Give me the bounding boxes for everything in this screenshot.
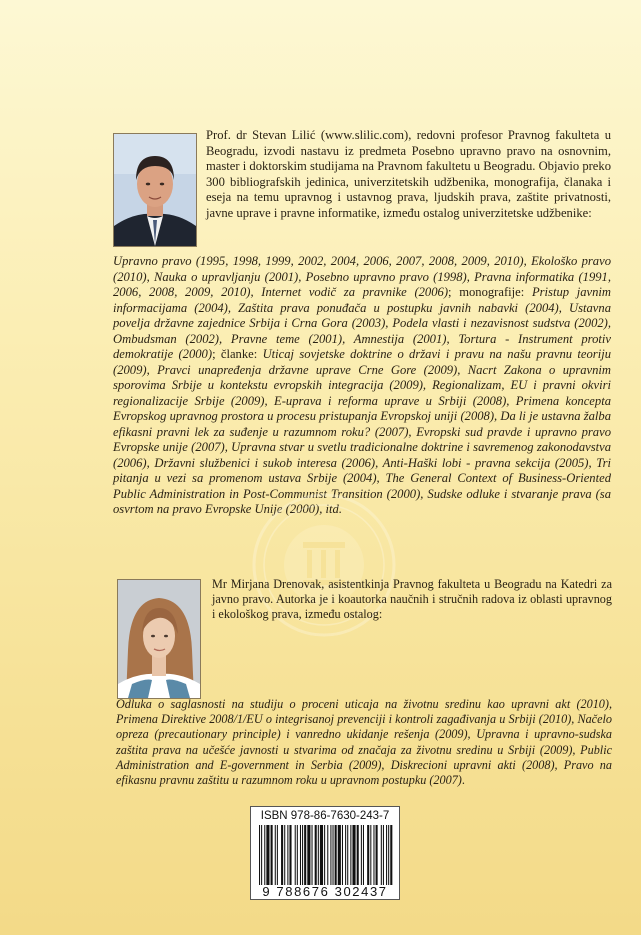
barcode-bar (271, 825, 273, 885)
barcode-bar (307, 825, 310, 885)
author1-photo (113, 133, 197, 247)
barcode-bar (367, 825, 369, 885)
author2-photo (117, 579, 201, 699)
barcode-bar (370, 825, 371, 885)
author1-articles: Uticaj sovjetske doktrine o državi i pravu na našu pravnu teoriju (2009), Pravci unapređenja državne uprave Crne Gore (2009), Nacrt Zakona o upravnim sporovima Srbije u kontekstu evropskih integracija (2009), Regionalizam, EU i pravni okviri regionalizacije Srbije (2009), E-uprava i reforma uprave u Srbiji (2008), Primena koncepta Evropskog upravnog prostora u procesu pristupanja Evropskoj uniji (2008), Da li je ustavna žalba efikasni pravni lek za suđenje u razumnom roku? (2007), Evropski sud pravde i upravno pravo Evropske unije (2007), Upravna stvar u svetlu tradicionalne doktrine i savremenog zakonodavstva (2006), Državni službenici i sukob interesa (2006), Anti-Haški lobi - pravna sekcija (2005), Tri pitanja u vezi sa promenom ustava Srbije (2004), The General Context of Business-Oriented Public Administration in Post-Communist Transition (2000), Sudske odluke i stvaranje prava (sa osvrtom na pravo Evropske Unije (2000), itd. (113, 347, 611, 516)
author1-articles-label: ; članke: (212, 347, 263, 361)
author1-bio-publications (113, 254, 611, 518)
barcode-bar (295, 825, 296, 885)
barcode-bar (261, 825, 262, 885)
barcode-bar (297, 825, 298, 885)
author1-bio-lead: Prof. dr Stevan Lilić (www.slilic.com), redovni profesor Pravnog fakulteta u Beogradu, izvodi nastavu iz predmeta Posebno upravno pravo na osnovnim, master i doktorskim studijama na Pravnom fakultetu u Beogradu. Objavio preko 300 bibliografskih jedinica, univerzitetskih udžbenika, monografija, članaka i eseja na temu upravnog i ustavnog prava, ljudskih prava, zaštite privatnosti, javne uprave i pravne informatike, između ostalog univerzitetske udžbenike: (206, 128, 611, 220)
barcode-bar (318, 825, 319, 885)
barcode-bar (342, 825, 343, 885)
barcode-bar (335, 825, 337, 885)
barcode-bar (264, 825, 265, 885)
author2-bio-intro (212, 577, 612, 623)
barcode-bar (347, 825, 348, 885)
barcode-bar (324, 825, 325, 885)
barcode-bar (281, 825, 283, 885)
barcode-bar (300, 825, 301, 885)
barcode-bar (357, 825, 359, 885)
portrait-man-image (114, 134, 196, 246)
isbn-barcode (250, 806, 400, 900)
barcode-bar (327, 825, 328, 885)
barcode-bar (302, 825, 303, 885)
barcode-bar (376, 825, 378, 885)
author2-bio-publications (116, 697, 612, 788)
barcode-bar (266, 825, 269, 885)
barcode-bar (373, 825, 374, 885)
barcode-bar (287, 825, 288, 885)
barcode-bars (257, 825, 393, 885)
barcode-bar (304, 825, 306, 885)
barcode-bar (363, 825, 364, 885)
barcode-bar (284, 825, 285, 885)
barcode-digits: 9 788676 302437 (262, 884, 388, 899)
barcode-bar (259, 825, 260, 885)
barcode-bar (315, 825, 317, 885)
barcode-bar (350, 825, 351, 885)
barcode-bar (275, 825, 276, 885)
barcode-bar (381, 825, 382, 885)
barcode-bar (345, 825, 346, 885)
barcode-bar (312, 825, 313, 885)
barcode-bar (361, 825, 362, 885)
barcode-bar (333, 825, 334, 885)
isbn-label: ISBN 978-86-7630-243-7 (260, 810, 390, 822)
barcode-bar (388, 825, 389, 885)
author2-works-end: . (461, 773, 465, 788)
author1-textbooks: Upravno pravo (1995, 1998, 1999, 2002, 2004, 2006, 2007, 2008, 2009, 2010), Ekološko pravo (2010), Nauka o upravljanju (2001), Posebno upravno pravo (1998), Pravna informatika (1991, 2006, 2008, 2009, 2010), Internet vodič za pravnike (2006) (113, 254, 611, 299)
author1-monographs-label: ; monografije: (448, 285, 532, 299)
barcode-bar (352, 825, 355, 885)
barcode-bar (277, 825, 278, 885)
author1-bio-intro (206, 128, 611, 221)
barcode-bar (338, 825, 341, 885)
barcode-bar (383, 825, 384, 885)
portrait-woman-image (118, 580, 200, 698)
barcode-bar (386, 825, 387, 885)
barcode-bar (289, 825, 291, 885)
author2-works: Odluka o saglasnosti na studiju o proceni uticaja na životnu sredinu kao upravni akt (2010), Primena Direktive 2008/1/EU o integrisanoj prevenciji i kontroli zagađivanja u Srbiji (2010), Načelo opreza (precautionary principle) i vanredno ukidanje rešenja (2009), Upravna i upravno-sudska zaštita prava na učešće javnosti u stvarima od značaja za životnu sredinu u Srbiji (2009), Public Administration and E-government in Serbia (2009), Diskrecioni upravni akti (2008), Pravo na efikasnu pravnu zaštitu u razumnom roku u upravnom postupku (2007) (116, 697, 612, 788)
barcode-bar (330, 825, 331, 885)
barcode-bar (320, 825, 323, 885)
barcode-bar (390, 825, 392, 885)
author1-monographs: Pristup javnim informacijama (2004), Zaštita prava ponuđača u postupku javnih nabavki (2004), Ustavna povelja državne zajednice Srbija i Crna Gora (2003), Podela vlasti i nezavisnost sudstva (2002), Ombudsman (2002), Pravne teme (2001), Amnestija (2001), Tortura - Instrument protiv demokratije (2000) (113, 285, 612, 361)
author2-bio-lead: Mr Mirjana Drenovak, asistentkinja Pravnog fakulteta u Beogradu na Katedri za javno pravo. Autorka je i koautorka naučnih i stručnih radova iz oblasti upravnog i ekološkog prava, između ostalog: (212, 577, 612, 622)
